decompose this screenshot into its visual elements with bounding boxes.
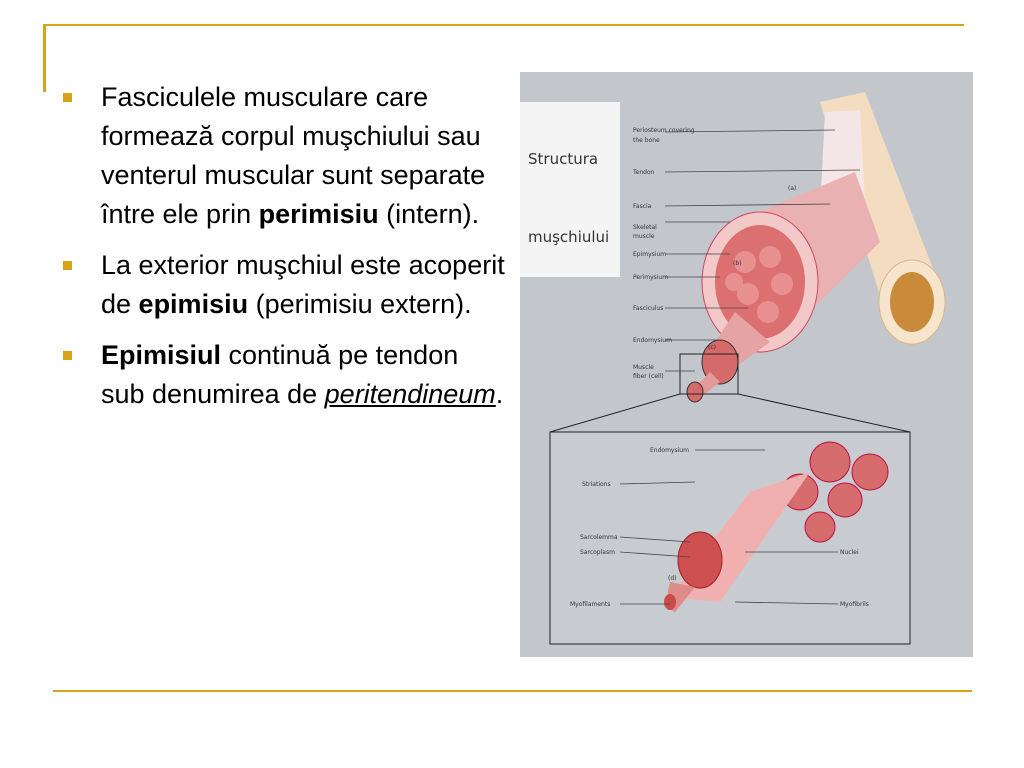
bold-term-perimisiu: perimisiu [258, 199, 379, 229]
label-muscle-fiber: Muscle [633, 364, 654, 371]
bullet-item [60, 246, 505, 324]
label-tendon: Tendon [633, 169, 655, 176]
bullet-square-icon [63, 93, 72, 102]
label-myofilaments: Myofilaments [570, 601, 611, 608]
label-nuclei: Nuclei [840, 549, 859, 556]
label-fasciculus: Fasciculus [633, 305, 664, 312]
bullet-list [60, 78, 505, 426]
left-accent-bar [43, 24, 46, 92]
term-peritendineum: peritendineum [324, 379, 496, 409]
muscle-structure-figure [520, 72, 973, 657]
bullet-text: (intern). [378, 199, 480, 229]
label-a: (a) [788, 185, 797, 192]
caption-box [520, 102, 620, 277]
bullet-square-icon [63, 351, 72, 360]
bullet-text: (perimisiu extern). [248, 289, 472, 319]
label-b: (b) [733, 260, 742, 267]
label-d: (d) [668, 575, 677, 582]
caption-subtitle: muşchiului [528, 228, 610, 246]
caption-title: Structura [528, 150, 599, 168]
label-periosteum: Periosteum covering [633, 127, 695, 134]
label-endomysium-detail: Endomysium [650, 447, 689, 454]
bold-term-epimisiu: epimisiu [138, 289, 249, 319]
label-perimysium: Perimysium [633, 274, 669, 281]
bottom-rule [53, 690, 972, 692]
label-muscle: muscle [633, 233, 655, 240]
bold-term-epimisiul: Epimisiul [101, 340, 222, 370]
bullet-item [60, 78, 505, 234]
label-endomysium: Endomysium [633, 337, 672, 344]
bullet-square-icon [63, 261, 72, 270]
top-rule [43, 24, 964, 26]
label-skeletal: Skeletal [633, 224, 657, 231]
label-epimysium: Epimysium [633, 251, 667, 258]
label-myofibrils: Myofibrils [840, 601, 869, 608]
label-sarcolemma: Sarcolemma [580, 534, 618, 541]
bullet-item [60, 336, 505, 414]
bullet-text: La exterior muşchiul este acoperit de [101, 250, 505, 319]
label-fascia: Fascia [633, 203, 652, 210]
label-muscle-fiber-2: fiber (cell) [633, 373, 664, 380]
bullet-text: continuă pe tendon sub denumirea de [101, 340, 459, 409]
bullet-text: . [495, 379, 504, 409]
label-c: (c) [708, 344, 716, 351]
label-striations: Striations [582, 481, 611, 488]
label-sarcoplasm: Sarcoplasm [580, 549, 615, 556]
bullet-text: Fasciculele musculare care formează corpul muşchiului sau venterul muscular sunt separate între ele prin [101, 82, 486, 229]
label-periosteum-2: the bone [633, 137, 660, 144]
